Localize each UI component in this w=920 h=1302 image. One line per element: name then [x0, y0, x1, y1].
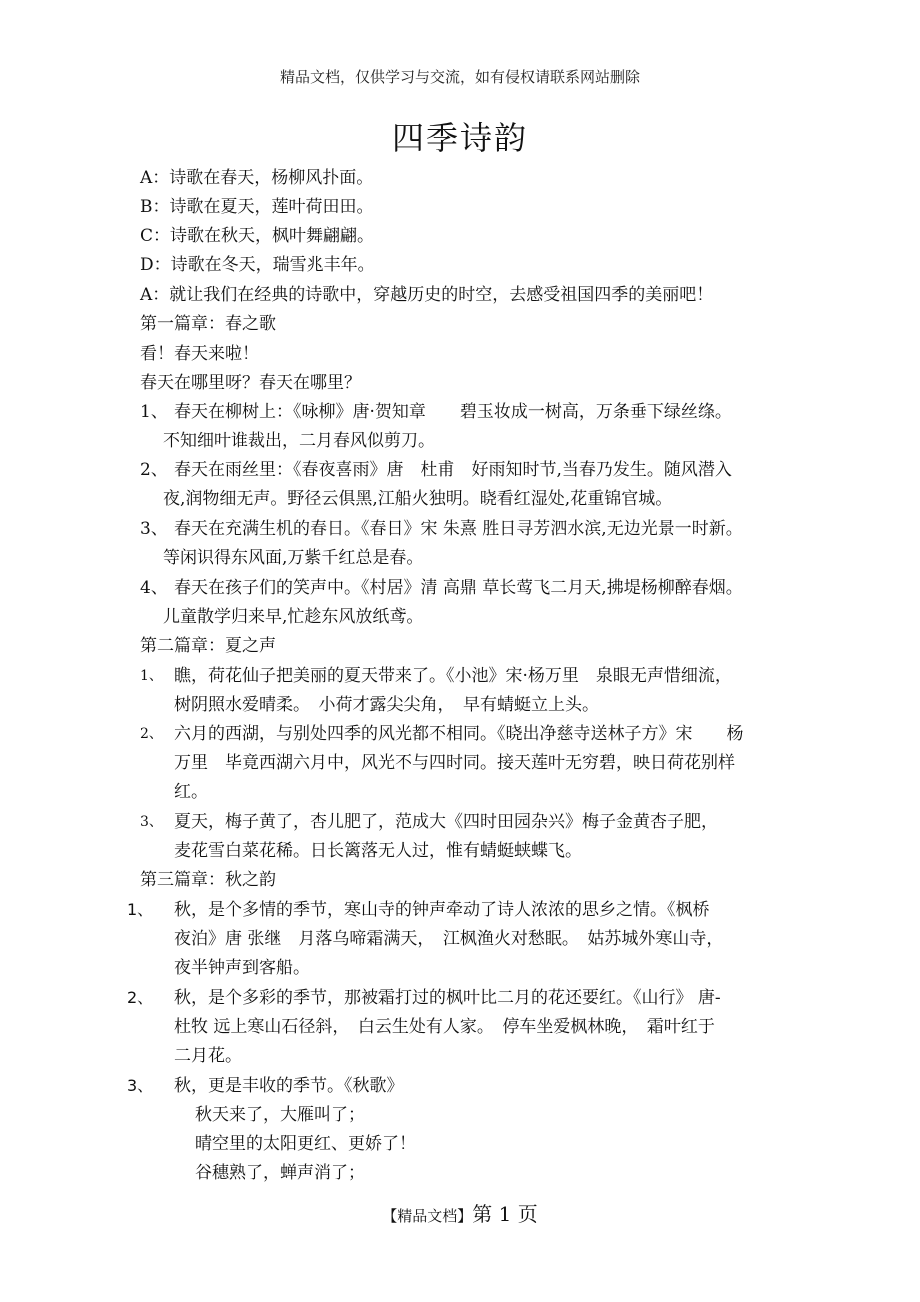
- page-number: 第 1 页: [472, 1202, 538, 1226]
- list-item-line: 二月花。: [174, 1046, 242, 1066]
- list-item-line: 春天在孩子们的笑声中。《村居》清 高鼎 草长莺飞二月天,拂堤杨柳醉春烟。: [174, 578, 743, 598]
- list-item-line: 等闲识得东风面,万紫千红总是春。: [163, 548, 424, 568]
- list-item-line: 红。: [174, 782, 208, 802]
- poem-line: 秋天来了，大雁叫了；: [195, 1105, 365, 1125]
- intro-line: D：诗歌在冬天，瑞雪兆丰年。: [140, 255, 375, 275]
- list-item-line: 春天在柳树上：《咏柳》唐·贺知章 碧玉妆成一树高，万条垂下绿丝绦。: [174, 402, 732, 422]
- list-number: 2、: [127, 988, 154, 1007]
- list-number: 2、: [140, 726, 163, 742]
- list-item-line: 春天在雨丝里：《春夜喜雨》唐 杜甫 好雨知时节,当春乃发生。随风潜入: [174, 460, 732, 480]
- section-heading-summer: 第二篇章：夏之声: [140, 636, 276, 656]
- list-item-line: 六月的西湖，与别处四季的风光都不相同。《晓出净慈寺送林子方》宋 杨: [174, 724, 744, 744]
- intro-line: A：就让我们在经典的诗歌中，穿越历史的时空，去感受祖国四季的美丽吧！: [140, 285, 714, 305]
- footer-label: 【精品文档】: [382, 1207, 473, 1225]
- section-heading-autumn: 第三篇章：秋之韵: [140, 870, 276, 890]
- list-number: 1、: [127, 900, 154, 919]
- section-heading-spring: 第一篇章：春之歌: [140, 314, 276, 334]
- poem-line: 谷穗熟了，蝉声消了；: [195, 1163, 365, 1183]
- page-footer: [0, 1198, 920, 1227]
- list-number: 3、: [140, 519, 168, 539]
- list-number: 1、: [140, 668, 163, 684]
- intro-line: C：诗歌在秋天，枫叶舞翩翩。: [140, 226, 375, 246]
- list-item-line: 万里 毕竟西湖六月中，风光不与四时同。接天莲叶无穷碧，映日荷花别样: [174, 753, 735, 773]
- list-item-line: 麦花雪白菜花稀。日长篱落无人过，惟有蜻蜓蛱蝶飞。: [174, 841, 582, 861]
- spring-lead-line: 看！春天来啦！: [140, 344, 259, 364]
- list-number: 1、: [140, 402, 168, 422]
- list-item-line: 秋，更是丰收的季节。《秋歌》: [174, 1076, 404, 1096]
- document-title: 四季诗韵: [391, 119, 528, 157]
- list-item-line: 儿童散学归来早,忙趁东风放纸鸢。: [163, 607, 424, 627]
- intro-line: B：诗歌在夏天，莲叶荷田田。: [140, 197, 374, 217]
- list-item-line: 夜,润物细无声。野径云俱黑,江船火独明。晓看红湿处,花重锦官城。: [163, 489, 673, 509]
- list-item-line: 夜半钟声到客船。: [174, 958, 310, 978]
- list-item-line: 杜牧 远上寒山石径斜， 白云生处有人家。 停车坐爱枫林晚， 霜叶红于: [174, 1017, 715, 1037]
- poem-line: 晴空里的太阳更红、更娇了！: [195, 1134, 416, 1154]
- spring-lead-line: 春天在哪里呀？春天在哪里？: [140, 373, 361, 393]
- list-item-line: 夏天，梅子黄了，杏儿肥了，范成大《四时田园杂兴》梅子金黄杏子肥，: [174, 812, 718, 832]
- list-item-line: 树阴照水爱晴柔。 小荷才露尖尖角， 早有蜻蜓立上头。: [174, 695, 599, 715]
- list-item-line: 夜泊》唐 张继 月落乌啼霜满天， 江枫渔火对愁眠。 姑苏城外寒山寺，: [174, 929, 724, 949]
- list-item-line: 不知细叶谁裁出，二月春风似剪刀。: [163, 431, 435, 451]
- list-number: 2、: [140, 460, 168, 480]
- list-number: 4、: [140, 578, 168, 598]
- list-item-line: 秋，是个多彩的季节，那被霜打过的枫叶比二月的花还要红。《山行》 唐-: [174, 988, 721, 1008]
- list-item-line: 春天在充满生机的春日。《春日》宋 朱熹 胜日寻芳泗水滨,无边光景一时新。: [174, 519, 743, 539]
- page-header-note: 精品文档，仅供学习与交流，如有侵权请联系网站删除: [279, 68, 640, 86]
- list-item-line: 秋，是个多情的季节，寒山寺的钟声牵动了诗人浓浓的思乡之情。《枫桥: [174, 900, 710, 920]
- list-item-line: 瞧，荷花仙子把美丽的夏天带来了。《小池》宋·杨万里 泉眼无声惜细流，: [174, 666, 732, 686]
- list-number: 3、: [127, 1076, 154, 1095]
- intro-line: A：诗歌在春天，杨柳风扑面。: [140, 168, 374, 188]
- list-number: 3、: [140, 814, 163, 830]
